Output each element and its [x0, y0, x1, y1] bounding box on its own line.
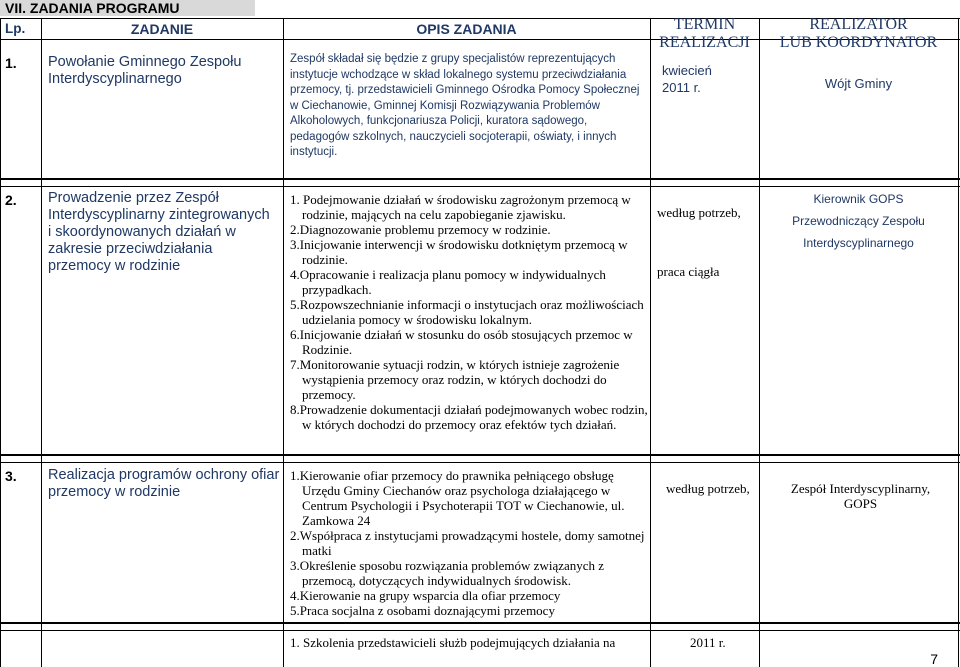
page-number: 7: [930, 651, 938, 667]
row2-lp: 2.: [5, 192, 17, 208]
row3-realizator: Zespół Interdyscyplinarny, GOPS: [790, 481, 931, 511]
list-item: 5.Praca socjalna z osobami doznającymi przemocy: [290, 603, 555, 618]
row1-lp: 1.: [5, 55, 17, 71]
row1-termin: kwiecień 2011 r.: [662, 63, 712, 95]
row2-termin-1: według potrzeb,: [657, 205, 741, 220]
list-item: 3.Określenie sposobu rozwiązania problemów związanych z przemocą, dotyczących indywidualnych środowisk.: [290, 558, 605, 588]
header-opis: OPIS ZADANIA: [416, 21, 517, 37]
list-item: 2.Współpraca z instytucjami prowadzącymi hostele, domy samotnej matki: [290, 528, 645, 558]
row2-realizator: Kierownik GOPS Przewodniczący Zespołu Interdyscyplinarnego: [792, 192, 925, 250]
row3-zadanie: Realizacja programów ochrony ofiar przemocy w rodzinie: [48, 467, 280, 500]
list-item: 3.Inicjowanie interwencji w środowisku dotkniętym przemocą w rodzinie.: [290, 237, 628, 267]
row3-termin: według potrzeb,: [666, 481, 750, 496]
tasks-table: [0, 18, 960, 667]
row1-zadanie: Powołanie Gminnego Zespołu Interdyscyplinarnego: [48, 54, 242, 87]
list-item: 1. Podejmowanie działań w środowisku zagrożonym przemocą w rodzinie, mających na celu zapobieganie zjawisku.: [290, 192, 631, 222]
row2-zadanie: Prowadzenie przez Zespół Interdyscyplinarny zintegrowanych i skoordynowanych działań w zakresie przeciwdziałania przemocy w rodzinie: [48, 190, 270, 274]
row2-opis: [290, 192, 648, 432]
row1-realizator: Wójt Gminy: [824, 76, 893, 91]
row3-lp: 3.: [5, 468, 17, 484]
row4-opis: 1. Szkolenia przedstawicieli służb podejmujących działania na: [290, 635, 616, 650]
list-item: 5.Rozpowszechnianie informacji o instytucjach oraz możliwościach udzielania pomocy w środowisku lokalnym.: [290, 297, 644, 327]
header-termin: TERMIN REALIZACJI: [659, 16, 750, 51]
list-item: 4.Kierowanie na grupy wsparcia dla ofiar przemocy: [290, 588, 561, 603]
section-title: VII. ZADANIA PROGRAMU: [0, 0, 255, 16]
row1-opis: Zespół składał się będzie z grupy specjalistów reprezentujących instytucje wchodzące w skład lokalnego systemu przeciwdziałania przemocy, tj. przedstawicieli Gminnego Ośrodka Pomocy Społecznej w Ciechanowie, Gminnej Komisji Rozwiązywania Problemów Alkoholowych, funkcjonariusza Policji, kuratora sądowego, pedagogów szkolnych, nauczycieli socjoterapii, oświaty, i innych instytucji.: [290, 53, 640, 158]
header-lp: Lp.: [5, 21, 26, 36]
list-item: 7.Monitorowanie sytuacji rodzin, w których istnieje zagrożenie wystąpienia przemocy oraz rodzin, w których dochodzi do przemocy.: [290, 357, 620, 402]
row4-termin: 2011 r.: [690, 635, 726, 650]
list-item: 1.Kierowanie ofiar przemocy do prawnika pełniącego obsługę Urzędu Gminy Ciechanów oraz psychologa działającego w Centrum Psychologii i Psychoterapii TOT w Ciechanowie, ul. Zamkowa 24: [290, 468, 625, 528]
list-item: 4.Opracowanie i realizacja planu pomocy w indywidualnych przypadkach.: [290, 267, 606, 297]
header-realizator: REALIZATOR LUB KOORDYNATOR: [779, 16, 938, 51]
row3-opis: [290, 468, 648, 618]
list-item: 8.Prowadzenie dokumentacji działań podejmowanych wobec rodzin, w których dochodzi do przemocy oraz efektów tych działań.: [290, 402, 648, 432]
list-item: 2.Diagnozowanie problemu przemocy w rodzinie.: [290, 222, 551, 237]
header-zadanie: ZADANIE: [130, 21, 194, 37]
row2-termin-2: praca ciągła: [657, 264, 720, 279]
list-item: 6.Inicjowanie działań w stosunku do osób stosujących przemoc w Rodzinie.: [290, 327, 633, 357]
